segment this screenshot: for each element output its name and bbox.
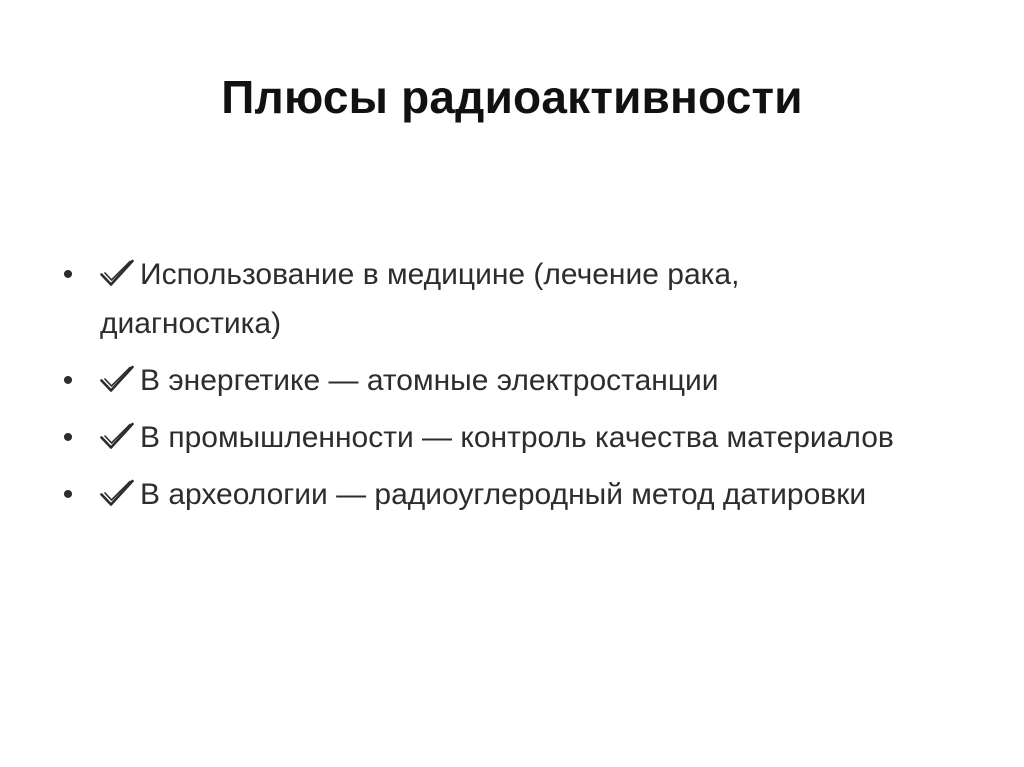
slide-title: Плюсы радиоактивности <box>221 71 803 123</box>
list-item <box>58 250 918 348</box>
check-icon <box>100 365 134 393</box>
bullet-dot: • <box>62 258 74 291</box>
check-icon <box>100 479 134 507</box>
list-item-text: В энергетике — атомные электростанции <box>140 364 719 397</box>
list-item <box>58 413 918 462</box>
bullet-dot: • <box>62 421 74 454</box>
bullet-dot: • <box>62 364 74 397</box>
list-item-text: Использование в медицине (лечение рака, диагностика) <box>100 258 740 340</box>
bullet-list <box>58 250 918 527</box>
check-icon <box>100 259 134 287</box>
list-item-text: В промышленности — контроль качества материалов <box>140 421 894 454</box>
list-item <box>58 470 918 519</box>
bullet-dot: • <box>62 478 74 511</box>
list-item <box>58 356 918 405</box>
list-item-text: В археологии — радиоуглеродный метод датировки <box>140 478 867 511</box>
check-icon <box>100 422 134 450</box>
